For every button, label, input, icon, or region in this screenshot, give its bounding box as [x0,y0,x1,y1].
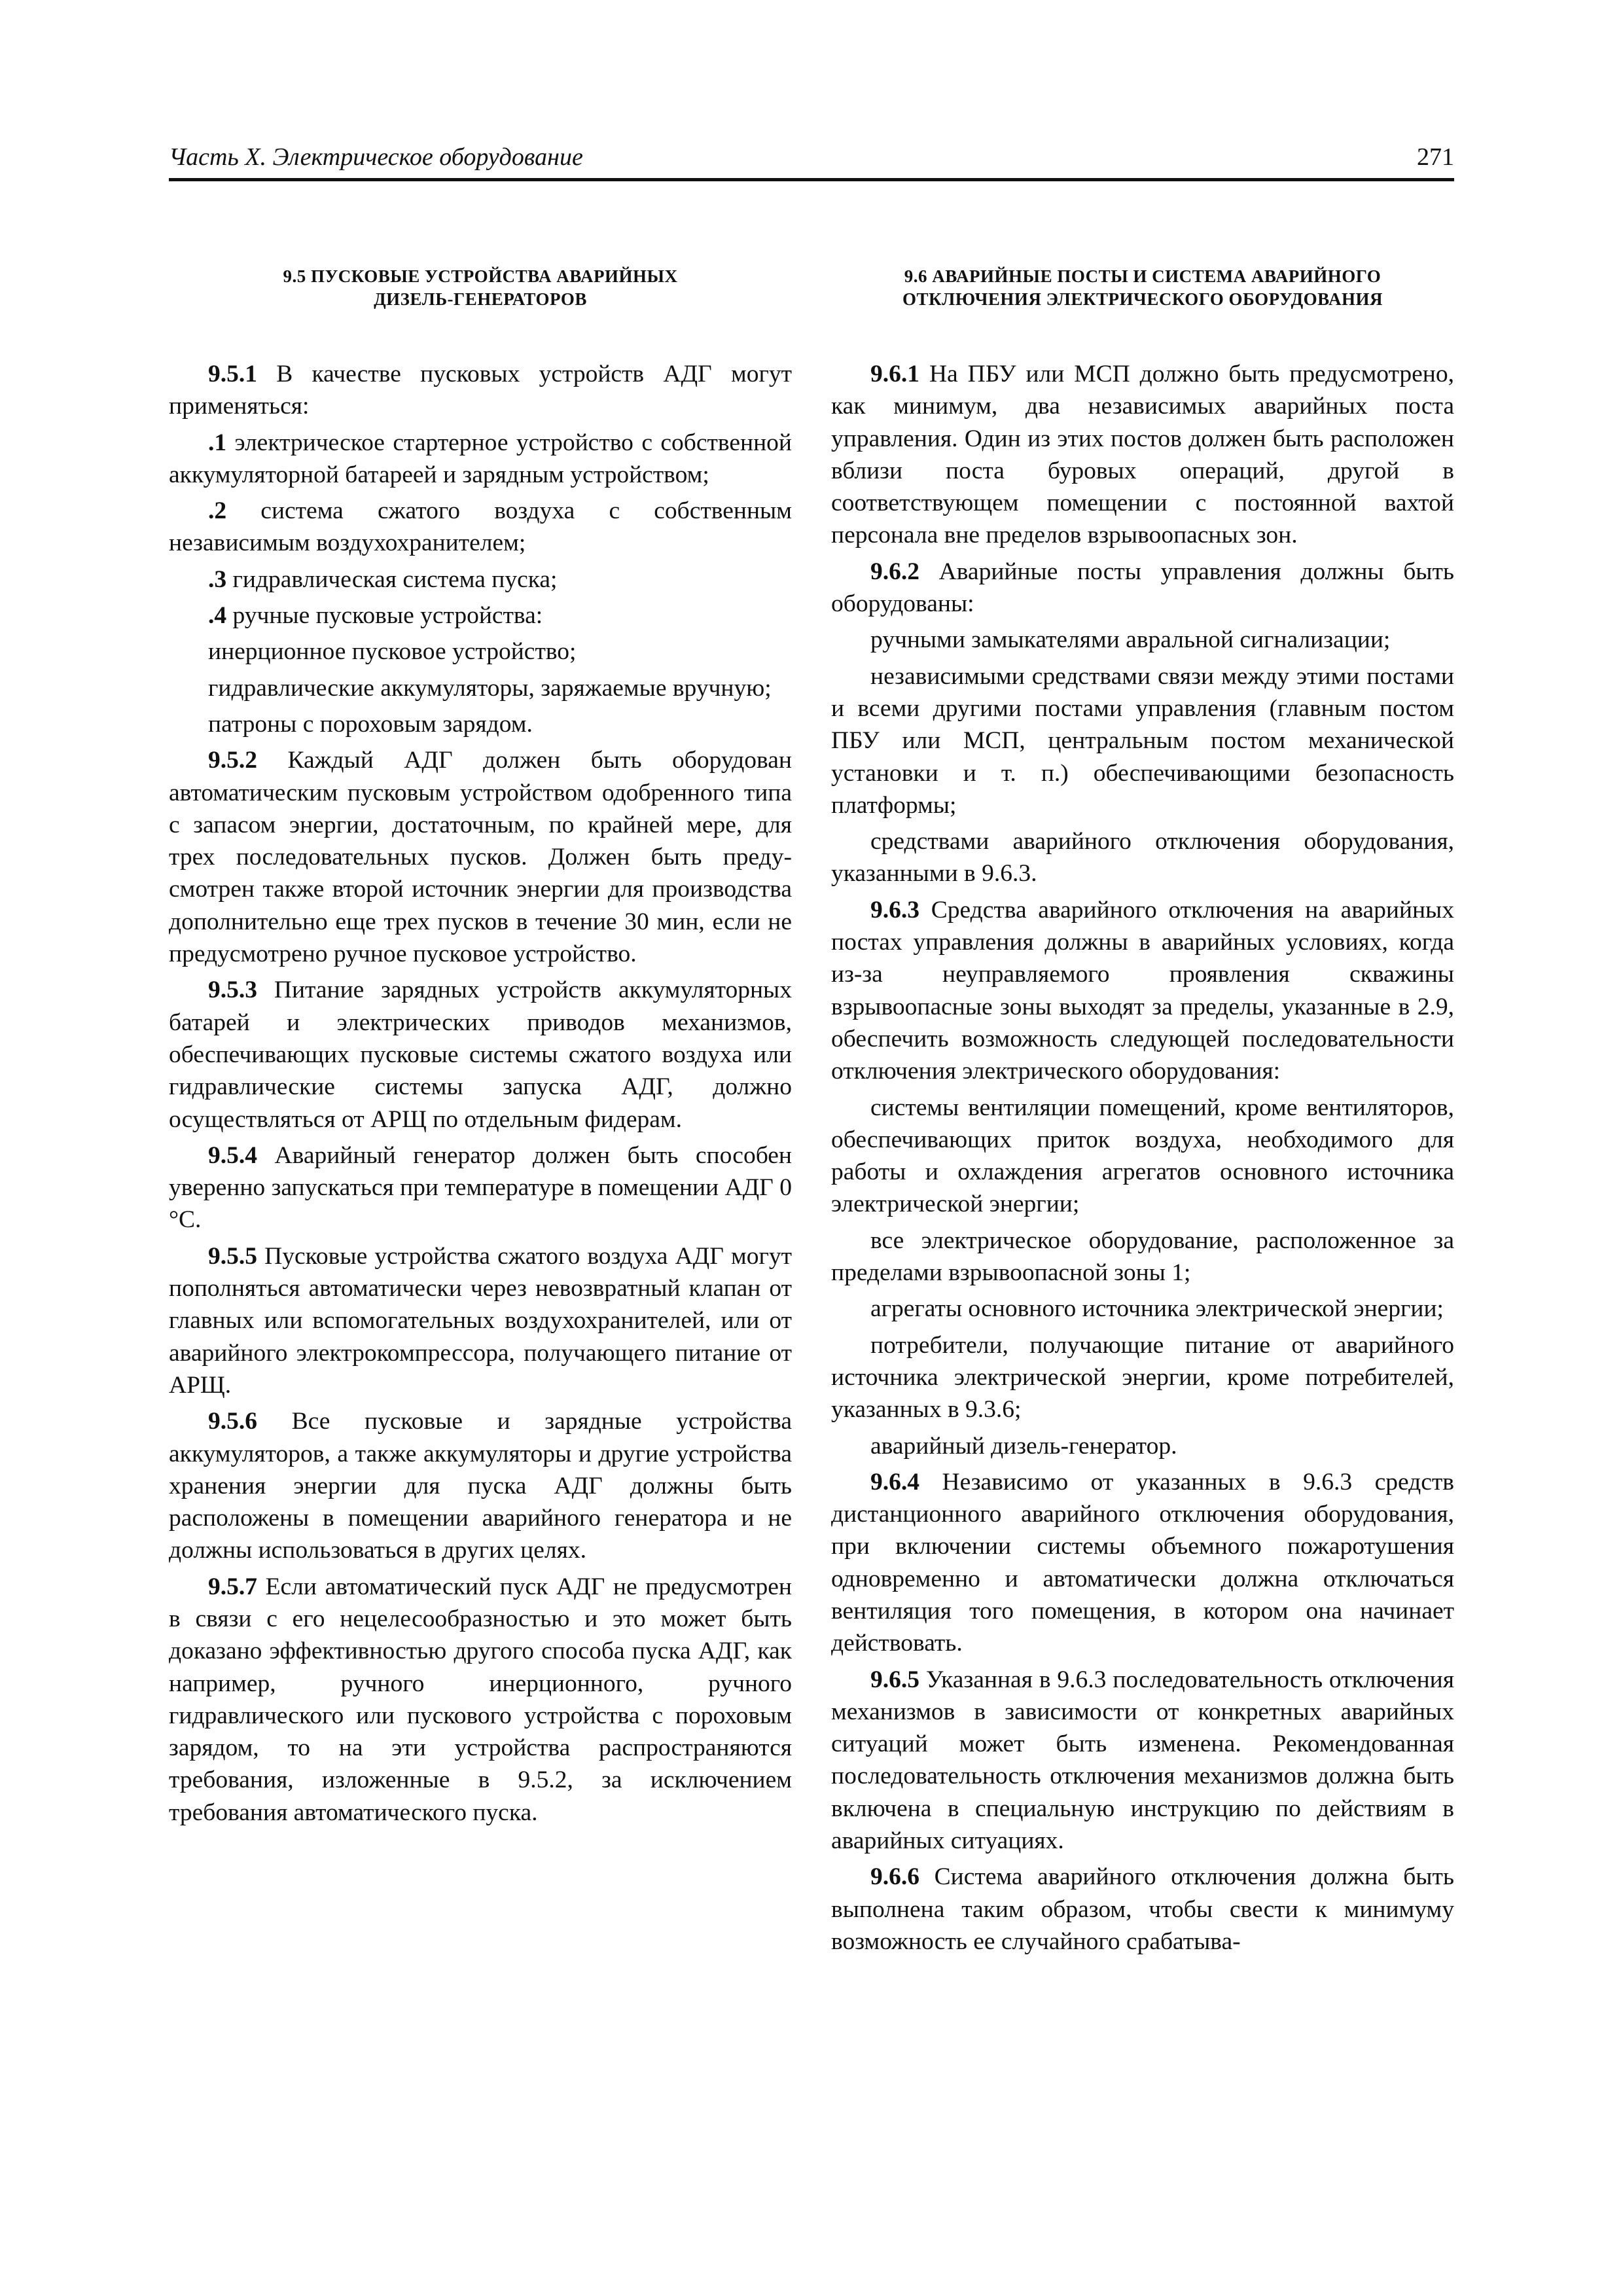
clause-number: 9.6.6 [870,1863,919,1891]
clause-number: .3 [208,565,227,593]
paragraph [831,894,1454,1088]
paragraph-text: инерционное пусковое устройство; [208,638,577,666]
section-title-9-5: 9.5 ПУСКОВЫЕ УСТРОЙСТВА АВАРИЙНЫХ ДИЗЕЛЬ-ГЕНЕРАТОРОВ [283,266,678,309]
paragraph-text: Все пусковые и зарядные устройства аккумуляторов, а также аккумуляторы и другие устройства хранения энергии для пуска АДГ должны быть расположены в помещении аварийного генератора и не должны использоваться в других целях. [169,1408,792,1564]
clause-number: .1 [208,429,227,456]
paragraph-text: аварийный дизель-генератор. [870,1432,1177,1460]
clause-number: 9.5.5 [208,1242,257,1270]
paragraph [169,495,792,560]
paragraph-text: В качестве пусковых устройств АДГ могут применяться: [169,361,792,420]
page-number: 271 [1417,143,1454,171]
clause-number: .2 [208,497,227,525]
clause-number: .4 [208,602,227,630]
paragraph [831,1329,1454,1426]
paragraph [169,672,792,704]
paragraph-text: системы вентиляции помещений, кроме вентиляторов, обеспечивающих приток воздуха, необходимого для работы и охлаждения агрегатов основного источника электрической энергии; [831,1094,1454,1218]
paragraph-text: Система аварийного отключения должна быть выполнена таким образом, чтобы свести к минимуму возможность ее случайного срабатыва- [831,1863,1454,1955]
paragraph [169,358,792,423]
clause-number: 9.6.3 [870,896,919,924]
left-paragraphs [169,358,792,1829]
paragraph [169,1240,792,1401]
paragraph [169,1571,792,1829]
clause-number: 9.5.6 [208,1408,257,1435]
right-paragraphs [831,358,1454,1958]
paragraph-text: Аварийные посты управления должны быть оборудованы: [831,558,1454,618]
paragraph [169,427,792,492]
paragraph [831,1664,1454,1857]
paragraph [169,564,792,596]
paragraph [169,744,792,970]
paragraph-text: Независимо от указанных в 9.6.3 средств дистанционного аварийного отключения оборудования, при включении системы объемного пожаротушения одновременно и автоматически должна отключаться вентиляция того помещения, в котором она начинает действовать. [831,1468,1454,1657]
page-header [169,137,1454,181]
paragraph [831,825,1454,890]
paragraph-text: На ПБУ или МСП должно быть предусмотрено, как минимум, два независимых аварийных поста управления. Один из этих постов должен быть расположен вблизи поста буровых операций, другой в соответствующем помещении с постоянной вахтой персонала вне пределов взрывоопасных зон. [831,361,1454,549]
clause-number: 9.5.2 [208,747,257,774]
paragraph-text: потребители, получающие питание от аварийного источника электрической энергии, кроме потребителей, указанных в 9.3.6; [831,1331,1454,1424]
paragraph [831,1092,1454,1221]
clause-number: 9.5.7 [208,1573,257,1600]
paragraph [169,600,792,632]
paragraph [831,556,1454,620]
paragraph-text: гидравлическая система пуска; [226,565,558,593]
paragraph-text: ручные пусковые устройства: [226,602,543,630]
clause-number: 9.5.4 [208,1141,257,1169]
paragraph [831,1430,1454,1462]
paragraph [831,1861,1454,1958]
paragraph [169,636,792,668]
clause-number: 9.5.1 [208,361,257,387]
paragraph-text: Пусковые устройства сжатого воздуха АДГ могут пополняться автоматически через невозвратный клапан от главных или вспомогательных воздухохранителей, или от аварийного электрокомпрессора, получающего питание от АРЩ. [169,1242,792,1399]
paragraph [831,624,1454,656]
paragraph [831,1225,1454,1289]
paragraph-text: все электрическое оборудование, расположенное за пределами взрывоопасной зоны 1; [831,1227,1454,1287]
clause-number: 9.6.2 [870,558,919,585]
paragraph-text: Указанная в 9.6.3 последовательность отключения механизмов в зависимости от конкретных аварийных ситуаций может быть изменена. Рекомендованная последовательность отключения механизмов должна быть включена в специальную инструкцию по действиям в аварийных ситуациях. [831,1666,1454,1855]
paragraph-text: агрегаты основного источника электрической энергии; [870,1295,1444,1323]
paragraph-text: Каждый АДГ должен быть оборудован автоматическим пусковым устройством одобренного типа с запасом энергии, достаточным, по крайней мере, для трех последовательных пусков. Должен быть преду-смотрен также второй источник энергии для производства дополнительно еще трех пусков в течение 30 мин, если не предусмотрено ручное пусковое устройство. [169,747,792,968]
clause-number: 9.6.5 [870,1666,919,1693]
paragraph-text: ручными замыкателями авральной сигнализации; [870,626,1391,654]
clause-number: 9.6.1 [870,361,919,387]
paragraph-text: Если автоматический пуск АДГ не предусмотрен в связи с его нецелесообразностью и это может быть доказано эффективностью другого способа пуска АДГ, как например, ручного инерционного, ручного гидравлического или пускового устройства с пороховым зарядом, то на эти устройства распространяются требования, изложенные в 9.5.2, за исключением требования автоматического пуска. [169,1573,792,1826]
paragraph [831,1466,1454,1660]
paragraph-text: средствами аварийного отключения оборудования, указанными в 9.6.3. [831,828,1454,888]
paragraph [831,1293,1454,1325]
paragraph-text: патроны с пороховым зарядом. [208,710,533,738]
clause-number: 9.5.3 [208,977,257,1004]
paragraph [831,660,1454,821]
paragraph [169,1139,792,1236]
paragraph-text: независимыми средствами связи между этими постами и всеми другими постами управления (главным постом ПБУ или МСП, центральным постом механической установки и т. п.) обеспечивающими безопасность платформы; [831,662,1454,819]
paragraph-text: Питание зарядных устройств аккумуляторных батарей и электрических приводов механизмов, обеспечивающих пусковые системы сжатого воздуха или гидравлические системы запуска АДГ, должно осуществляться от АРЩ по отдельным фидерам. [169,977,792,1133]
running-title: Часть X. Электрическое оборудование [169,143,583,171]
paragraph [831,358,1454,552]
paragraph-text: электрическое стартерное устройство с собственной аккумуляторной батареей и зарядным устройством; [169,429,792,488]
section-title-9-6: 9.6 АВАРИЙНЫЕ ПОСТЫ И СИСТЕМА АВАРИЙНОГО ОТКЛЮЧЕНИЯ ЭЛЕКТРИЧЕСКОГО ОБОРУДОВАНИЯ [902,266,1383,309]
paragraph [169,974,792,1135]
paragraph [169,1405,792,1566]
paragraph-text: Аварийный генератор должен быть способен уверенно запускаться при температуре в помещении АДГ 0 °С. [169,1141,792,1234]
left-column [169,265,792,1833]
clause-number: 9.6.4 [870,1468,919,1496]
right-column [831,265,1454,1962]
paragraph [169,708,792,740]
paragraph-text: Средства аварийного отключения на аварийных постах управления должны в аварийных условиях, когда из-за неуправляемого проявления скважины взрывоопасные зоны выходят за пределы, указанные в 2.9, обеспечить возможность следующей последовательности отключения электрического оборудования: [831,896,1454,1085]
paragraph-text: система сжатого воздуха с собственным независимым воздухохранителем; [169,497,792,557]
paragraph-text: гидравлические аккумуляторы, заряжаемые вручную; [208,674,772,702]
